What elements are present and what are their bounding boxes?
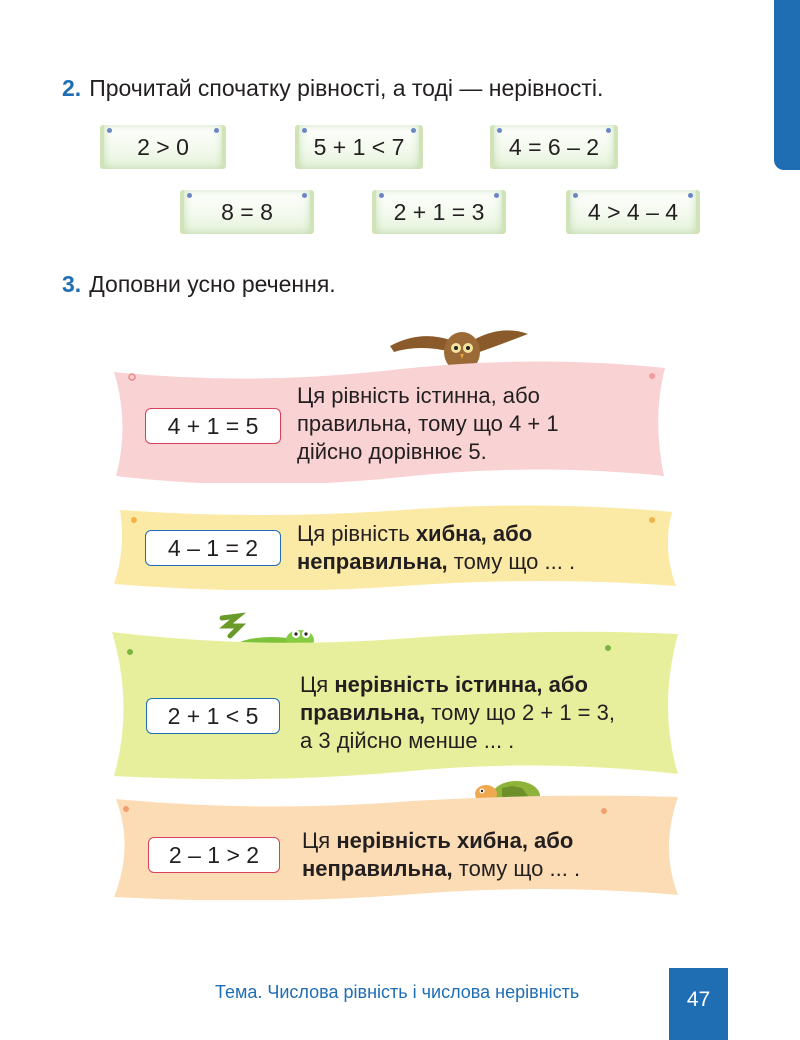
expression-card: 4 > 4 – 4	[566, 190, 700, 234]
statement-line: Ця нерівність хибна, або	[302, 828, 574, 853]
task-3-number: 3.	[62, 271, 82, 297]
expression-card: 2 + 1 = 3	[372, 190, 506, 234]
statement-text	[297, 520, 575, 576]
expression-card: 2 > 0	[100, 125, 226, 169]
statement-line: Ця рівність хибна, або	[297, 521, 533, 546]
statement-line: Ця нерівність істинна, або	[300, 672, 588, 697]
statement-line: правильна, тому що 2 + 1 = 3,	[300, 700, 615, 725]
expression-card: 4 = 6 – 2	[490, 125, 618, 169]
statement-line: неправильна, тому що ... .	[302, 856, 581, 881]
statement-line: Ця рівність істинна, або	[297, 383, 540, 408]
statement-text	[300, 671, 615, 755]
inequality-box: 2 – 1 > 2	[148, 837, 280, 873]
statement-text	[297, 382, 559, 466]
equality-box: 4 + 1 = 5	[145, 408, 281, 444]
footer-topic: Тема. Числова рівність і числова нерівність	[215, 982, 580, 1002]
task-2-instruction: Прочитай спочатку рівності, а тоді — нерівності.	[89, 75, 604, 101]
statement-line: а 3 дійсно менше ... .	[300, 728, 515, 753]
banner-true-equality	[112, 358, 667, 483]
statement-text	[302, 827, 580, 883]
expression-card: 8 = 8	[180, 190, 314, 234]
page-number: 47	[669, 968, 728, 1040]
statement-line: правильна, тому що 4 + 1	[297, 411, 559, 436]
banner-false-equality	[112, 504, 677, 590]
statement-line: дійсно дорівнює 5.	[297, 439, 487, 464]
task-2-heading	[62, 74, 603, 102]
task-2-number: 2.	[62, 75, 82, 101]
side-tab-marker	[774, 0, 800, 170]
task-3-heading	[62, 270, 336, 298]
statement-line: неправильна, тому що ... .	[297, 549, 576, 574]
expression-card: 5 + 1 < 7	[295, 125, 423, 169]
task-3-instruction: Доповни усно речення.	[89, 271, 336, 297]
banner-true-inequality	[110, 628, 680, 780]
banner-false-inequality	[112, 793, 682, 900]
equality-box: 4 – 1 = 2	[145, 530, 281, 566]
inequality-box: 2 + 1 < 5	[146, 698, 280, 734]
